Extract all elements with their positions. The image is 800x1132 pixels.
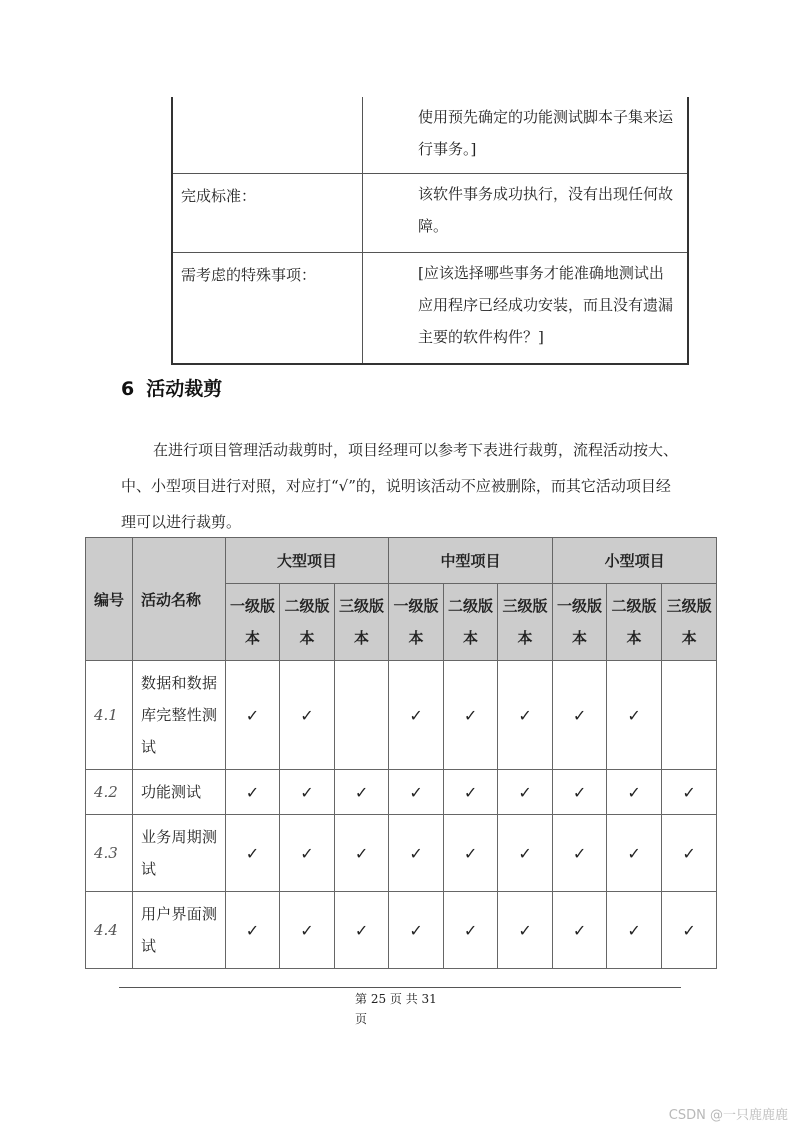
check-mark-icon: ✓: [444, 892, 498, 969]
check-mark-icon: ✓: [553, 815, 607, 892]
activity-name: 功能测试: [133, 770, 226, 815]
header-row-groups: [86, 538, 717, 584]
check-mark-icon: ✓: [226, 892, 280, 969]
check-mark-icon: ✓: [553, 892, 607, 969]
page-number-line2: 页: [355, 1012, 368, 1026]
check-mark-icon: ✓: [553, 661, 607, 770]
page-number-line1: 第 25 页 共 31: [355, 992, 437, 1006]
header-version: 三级版本: [498, 584, 553, 661]
header-version: 三级版本: [335, 584, 389, 661]
table-row: [86, 815, 717, 892]
activity-tailoring-table: [85, 537, 717, 969]
table-row: [172, 253, 688, 365]
header-activity-name: 活动名称: [133, 538, 226, 661]
header-group-medium: 中型项目: [389, 538, 553, 584]
check-mark-icon: ✓: [607, 815, 662, 892]
check-mark-icon: [335, 661, 389, 770]
table-row: [172, 174, 688, 253]
header-version: 一级版本: [389, 584, 444, 661]
row-value: 该软件事务成功执行，没有出现任何故障。: [363, 174, 689, 253]
check-mark-icon: ✓: [226, 815, 280, 892]
table-row: [172, 97, 688, 174]
check-mark-icon: ✓: [226, 661, 280, 770]
footer-divider: [119, 987, 681, 988]
row-value: [应该选择哪些事务才能准确地测试出应用程序已经成功安装，而且没有遗漏主要的软件构件？]: [363, 253, 689, 365]
check-mark-icon: [662, 661, 717, 770]
page-number: [355, 989, 437, 1029]
check-mark-icon: ✓: [389, 815, 444, 892]
check-mark-icon: ✓: [662, 770, 717, 815]
check-mark-icon: ✓: [662, 892, 717, 969]
check-mark-icon: ✓: [662, 815, 717, 892]
table-row: [86, 770, 717, 815]
activity-name: 业务周期测试: [133, 815, 226, 892]
row-label: 完成标准：: [172, 174, 363, 253]
header-version: 一级版本: [226, 584, 280, 661]
check-mark-icon: ✓: [335, 815, 389, 892]
check-mark-icon: ✓: [444, 661, 498, 770]
check-mark-icon: ✓: [498, 815, 553, 892]
header-id: 编号: [86, 538, 133, 661]
header-version: 三级版本: [662, 584, 717, 661]
intro-paragraph: 在进行项目管理活动裁剪时，项目经理可以参考下表进行裁剪，流程活动按大、中、小型项目进行对照，对应打“√”的，说明该活动不应被删除，而其它活动项目经理可以进行裁剪。: [121, 441, 679, 531]
header-version: 二级版本: [607, 584, 662, 661]
header-version: 一级版本: [553, 584, 607, 661]
check-mark-icon: ✓: [280, 892, 335, 969]
section-number: 6: [121, 378, 135, 400]
section-heading: [121, 374, 222, 401]
watermark: CSDN @一只鹿鹿鹿: [668, 1108, 788, 1123]
activity-name: 用户界面测试: [133, 892, 226, 969]
table-row: [86, 892, 717, 969]
table-row: [86, 661, 717, 770]
row-label: 需考虑的特殊事项：: [172, 253, 363, 365]
row-label: [172, 97, 363, 174]
check-mark-icon: ✓: [389, 770, 444, 815]
check-mark-icon: ✓: [498, 770, 553, 815]
check-mark-icon: ✓: [335, 770, 389, 815]
check-mark-icon: ✓: [498, 892, 553, 969]
check-mark-icon: ✓: [335, 892, 389, 969]
activity-id: 4.1: [86, 661, 133, 770]
check-mark-icon: ✓: [444, 770, 498, 815]
check-mark-icon: ✓: [389, 892, 444, 969]
header-group-small: 小型项目: [553, 538, 717, 584]
activity-id: 4.3: [86, 815, 133, 892]
check-mark-icon: ✓: [498, 661, 553, 770]
check-mark-icon: ✓: [607, 770, 662, 815]
check-mark-icon: ✓: [226, 770, 280, 815]
activity-name: 数据和数据库完整性测试: [133, 661, 226, 770]
header-group-large: 大型项目: [226, 538, 389, 584]
check-mark-icon: ✓: [280, 770, 335, 815]
section-title: 活动裁剪: [146, 378, 223, 400]
check-mark-icon: ✓: [444, 815, 498, 892]
check-mark-icon: ✓: [280, 815, 335, 892]
check-mark-icon: ✓: [553, 770, 607, 815]
activity-id: 4.2: [86, 770, 133, 815]
header-version: 二级版本: [280, 584, 335, 661]
requirements-table: [171, 97, 689, 365]
check-mark-icon: ✓: [607, 892, 662, 969]
check-mark-icon: ✓: [280, 661, 335, 770]
row-value: 使用预先确定的功能测试脚本子集来运行事务。]: [363, 97, 689, 174]
activity-id: 4.4: [86, 892, 133, 969]
header-version: 二级版本: [444, 584, 498, 661]
check-mark-icon: ✓: [607, 661, 662, 770]
check-mark-icon: ✓: [389, 661, 444, 770]
